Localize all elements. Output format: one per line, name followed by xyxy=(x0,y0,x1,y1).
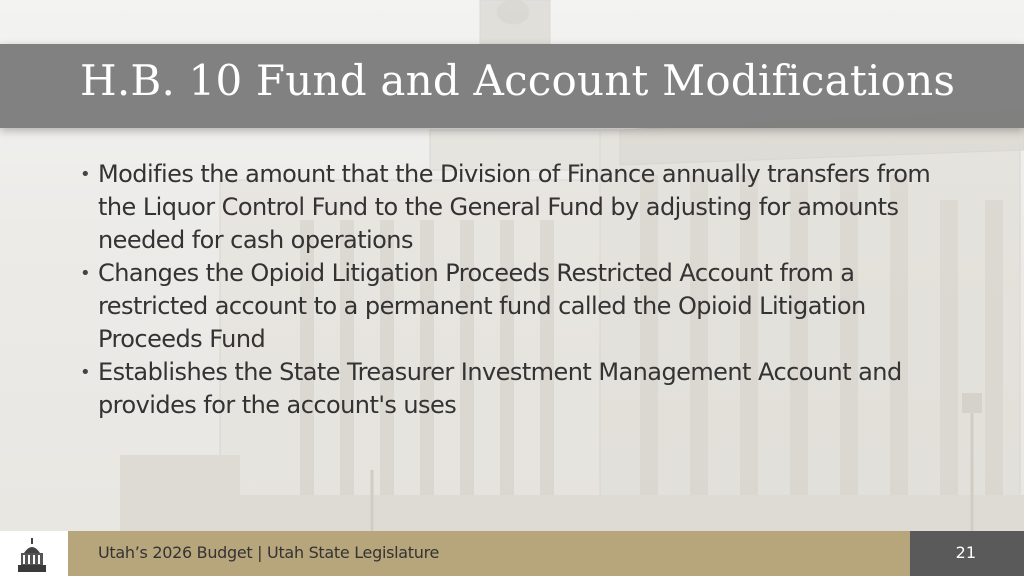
title-bar xyxy=(0,44,1024,128)
footer xyxy=(0,531,1024,576)
footer-band xyxy=(68,531,910,576)
bullet-marker: • xyxy=(80,263,91,284)
page-number-box xyxy=(910,531,1024,576)
bullet-marker: • xyxy=(80,164,91,185)
bullet-text: Establishes the State Treasurer Investment Management Account and provides for the account's uses xyxy=(98,358,902,419)
bullet-item xyxy=(78,257,958,356)
bullet-item xyxy=(78,158,958,257)
slide-title: H.B. 10 Fund and Account Modifications xyxy=(80,56,956,105)
footer-logo xyxy=(0,531,68,576)
page-number: 21 xyxy=(955,543,976,562)
bullet-marker: • xyxy=(80,362,91,383)
bullet-list xyxy=(78,158,958,422)
bullet-text: Modifies the amount that the Division of Finance annually transfers from the Liquor Control Fund to the General Fund by adjusting for amounts needed for cash operations xyxy=(98,160,931,254)
capitol-logo-icon xyxy=(0,531,68,576)
bullet-text: Changes the Opioid Litigation Proceeds Restricted Account from a restricted account to a permanent fund called the Opioid Litigation Proceeds Fund xyxy=(98,259,866,353)
bullet-item xyxy=(78,356,958,422)
footer-text: Utah’s 2026 Budget | Utah State Legislature xyxy=(98,543,440,562)
